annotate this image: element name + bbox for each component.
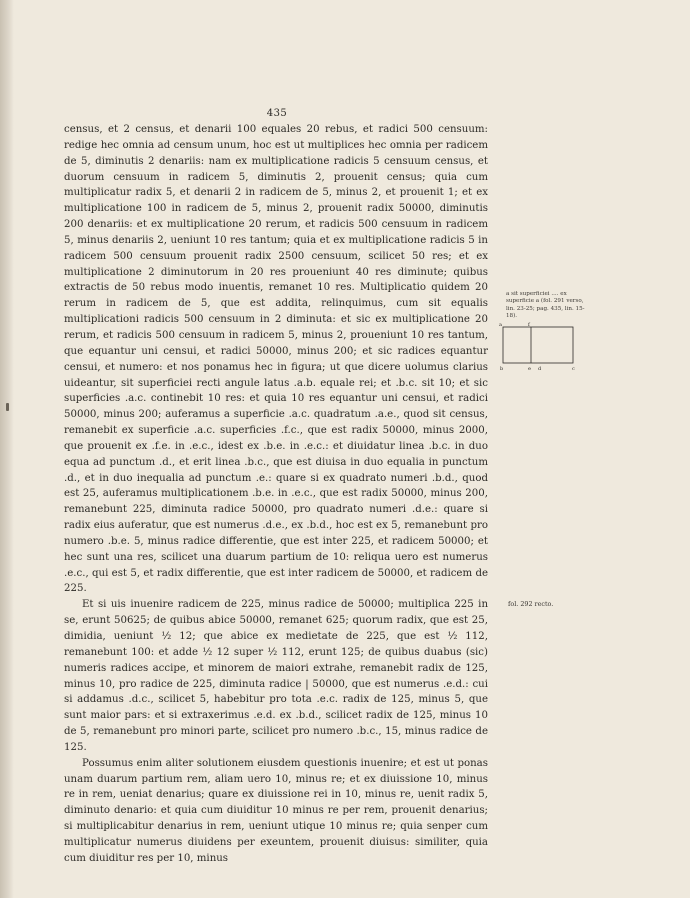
paragraph-2: Et si uis inuenire radicem de 225, minus radice de 50000; multiplica 225 in se, erunt 50625; de quibus abice 50000, remanet 625; quorum radix, que est 25, dimidia, ueniunt ½ 12; que abice ex medietate de 225, que est ½ 112, remanebunt 100: et adde ½ 12 super ½ 112, erunt 125; de quibus duabus (sic) numeris radices accipe, et minorem de maiori extrahe, remanebit radix de 125, minus 10, pro radice de 225, diminuta radice | 50000, que est numerus .e.d.: cui si addamus .d.c., scilicet 5, habebitur pro tota .e.c. radix de 125, minus 5, que sunt maior pars: et si extraxerimus .e.d. ex .b.d., scilicet radix de 125, minus 10 de 5, remanebunt pro minori parte, scilicet pro numero .b.c., 15, minus radice de 125. xyxy=(64,599,488,753)
figure-label-d: d xyxy=(538,366,542,372)
margin-tick-mark xyxy=(6,403,9,411)
paragraph-1: census, et 2 census, et denarii 100 equales 20 rebus, et radici 500 censuum: redige hec omnia ad censum unum, hoc est ut multiplices hec omnia per radicem de 5, diminutis 2 denariis: nam ex multiplicatione radicis 5 censuum census, et duorum censuum in radicem 5, diminutis 2, prouenit census; quia cum multiplicatur radix 5, et denarii 2 in radicem de 5, minus 2, et prouenit 1; et ex multiplicatione 100 in radicem de 5, minus 2, prouenit radix 50000, diminutis 200 denariis: et ex multiplicatione 20 rerum, et radicis 500 censuum in radicem 5, minus denariis 2, ueniunt 10 res tantum; quia et ex multiplicatione radicis 5 in radicem 500 censuum prouenit radix 2500 censuum, scilicet 50 res; et ex multiplicatione 2 diminutorum in 20 res proueniunt 40 res diminute; quibus extractis de 50 rebus modo inuentis, remanet 10 res. Multiplicatio quidem 20 rerum in radicem de 5, que est addita, relinquimus, cum sit equalis multiplicationi radicis 500 censuum in 2 diminuta: et sic ex multiplicatione 20 rerum, et radicis 500 censuum in radicem 5, minus 2, proueniunt 10 res tantum, que equantur uni censui, et radici 50000, minus 200; et sic radices equantur censui, et numero: et nos ponamus hec in figura; ut que dicere uolumus clarius uideantur, sit superficiei recti angule latus .a.b. equale rei; et .b.c. sit 10; et sic superficies .a.c. continebit 10 res: et quia 10 res equantur uni censui, et radici 50000, minus 200; auferamus a superficie .a.c. quadratum .a.e., quod sit census, remanebit ex superficie .a.c. superficies .f.c., que est radix 50000, minus 2000, que prouenit ex .f.e. in .e.c., idest ex .b.e. in .e.c.: et diuidatur linea .b.c. in duo equa ad punctum .d., et erit linea .b.c., que est diuisa in duo equalia in punctum .d., et in duo inequalia ad punctum .e.: quare si ex quadrato numeri .b.d., quod est 25, auferamus multiplicationem .b.e. in .e.c., que est radix 50000, minus 200, remanebunt 225, diminuta radice 50000, pro quadrato numeri .d.e.: quare si radix eius auferatur, que est numerus .d.e., ex .b.d., hoc est ex 5, remanebunt pro numero .b.e. 5, minus radice differentie, que est inter 225, et radicem 50000; et hec sunt una res, scilicet una duarum partium de 10: reliqua uero est numerus .e.c., qui est 5, et radix differentie, que est inter radicem de 50000, et radicem de 225. xyxy=(64,124,488,595)
margin-folio-reference: fol. 292 recto. xyxy=(508,600,554,608)
figure-label-f: f xyxy=(528,322,530,328)
figure-rect-ac xyxy=(503,327,573,363)
rectangle-figure xyxy=(497,318,579,378)
figure-label-b: b xyxy=(500,366,504,372)
main-text-block xyxy=(64,122,488,867)
figure-label-c: c xyxy=(572,366,575,372)
margin-footnote: a sit superficiei .... ex superficie a (fol. 291 verso, lin. 23-25; pag. 435, lin. 15-18). xyxy=(506,291,585,320)
book-spine-shadow xyxy=(0,0,14,898)
figure-label-a: a xyxy=(499,322,502,328)
figure-label-e: e xyxy=(528,366,531,372)
page-number: 435 xyxy=(266,108,288,119)
paragraph-3: Possumus enim aliter solutionem eiusdem questionis inuenire; et est ut ponas unam duarum partium rem, aliam uero 10, minus re; et ex diuissione 10, minus re in rem, ueniat denarius; quare ex diuissione rei in 10, minus re, uenit radix 5, diminuto denario: et quia cum diuiditur 10 minus re per rem, prouenit denarius; si multiplicabitur denarius in rem, ueniunt utique 10 minus re; quia senper cum multiplicatur numerus diuidens per exeuntem, prouenit diuisus: similiter, quia cum diuiditur res per 10, minus xyxy=(64,757,488,864)
